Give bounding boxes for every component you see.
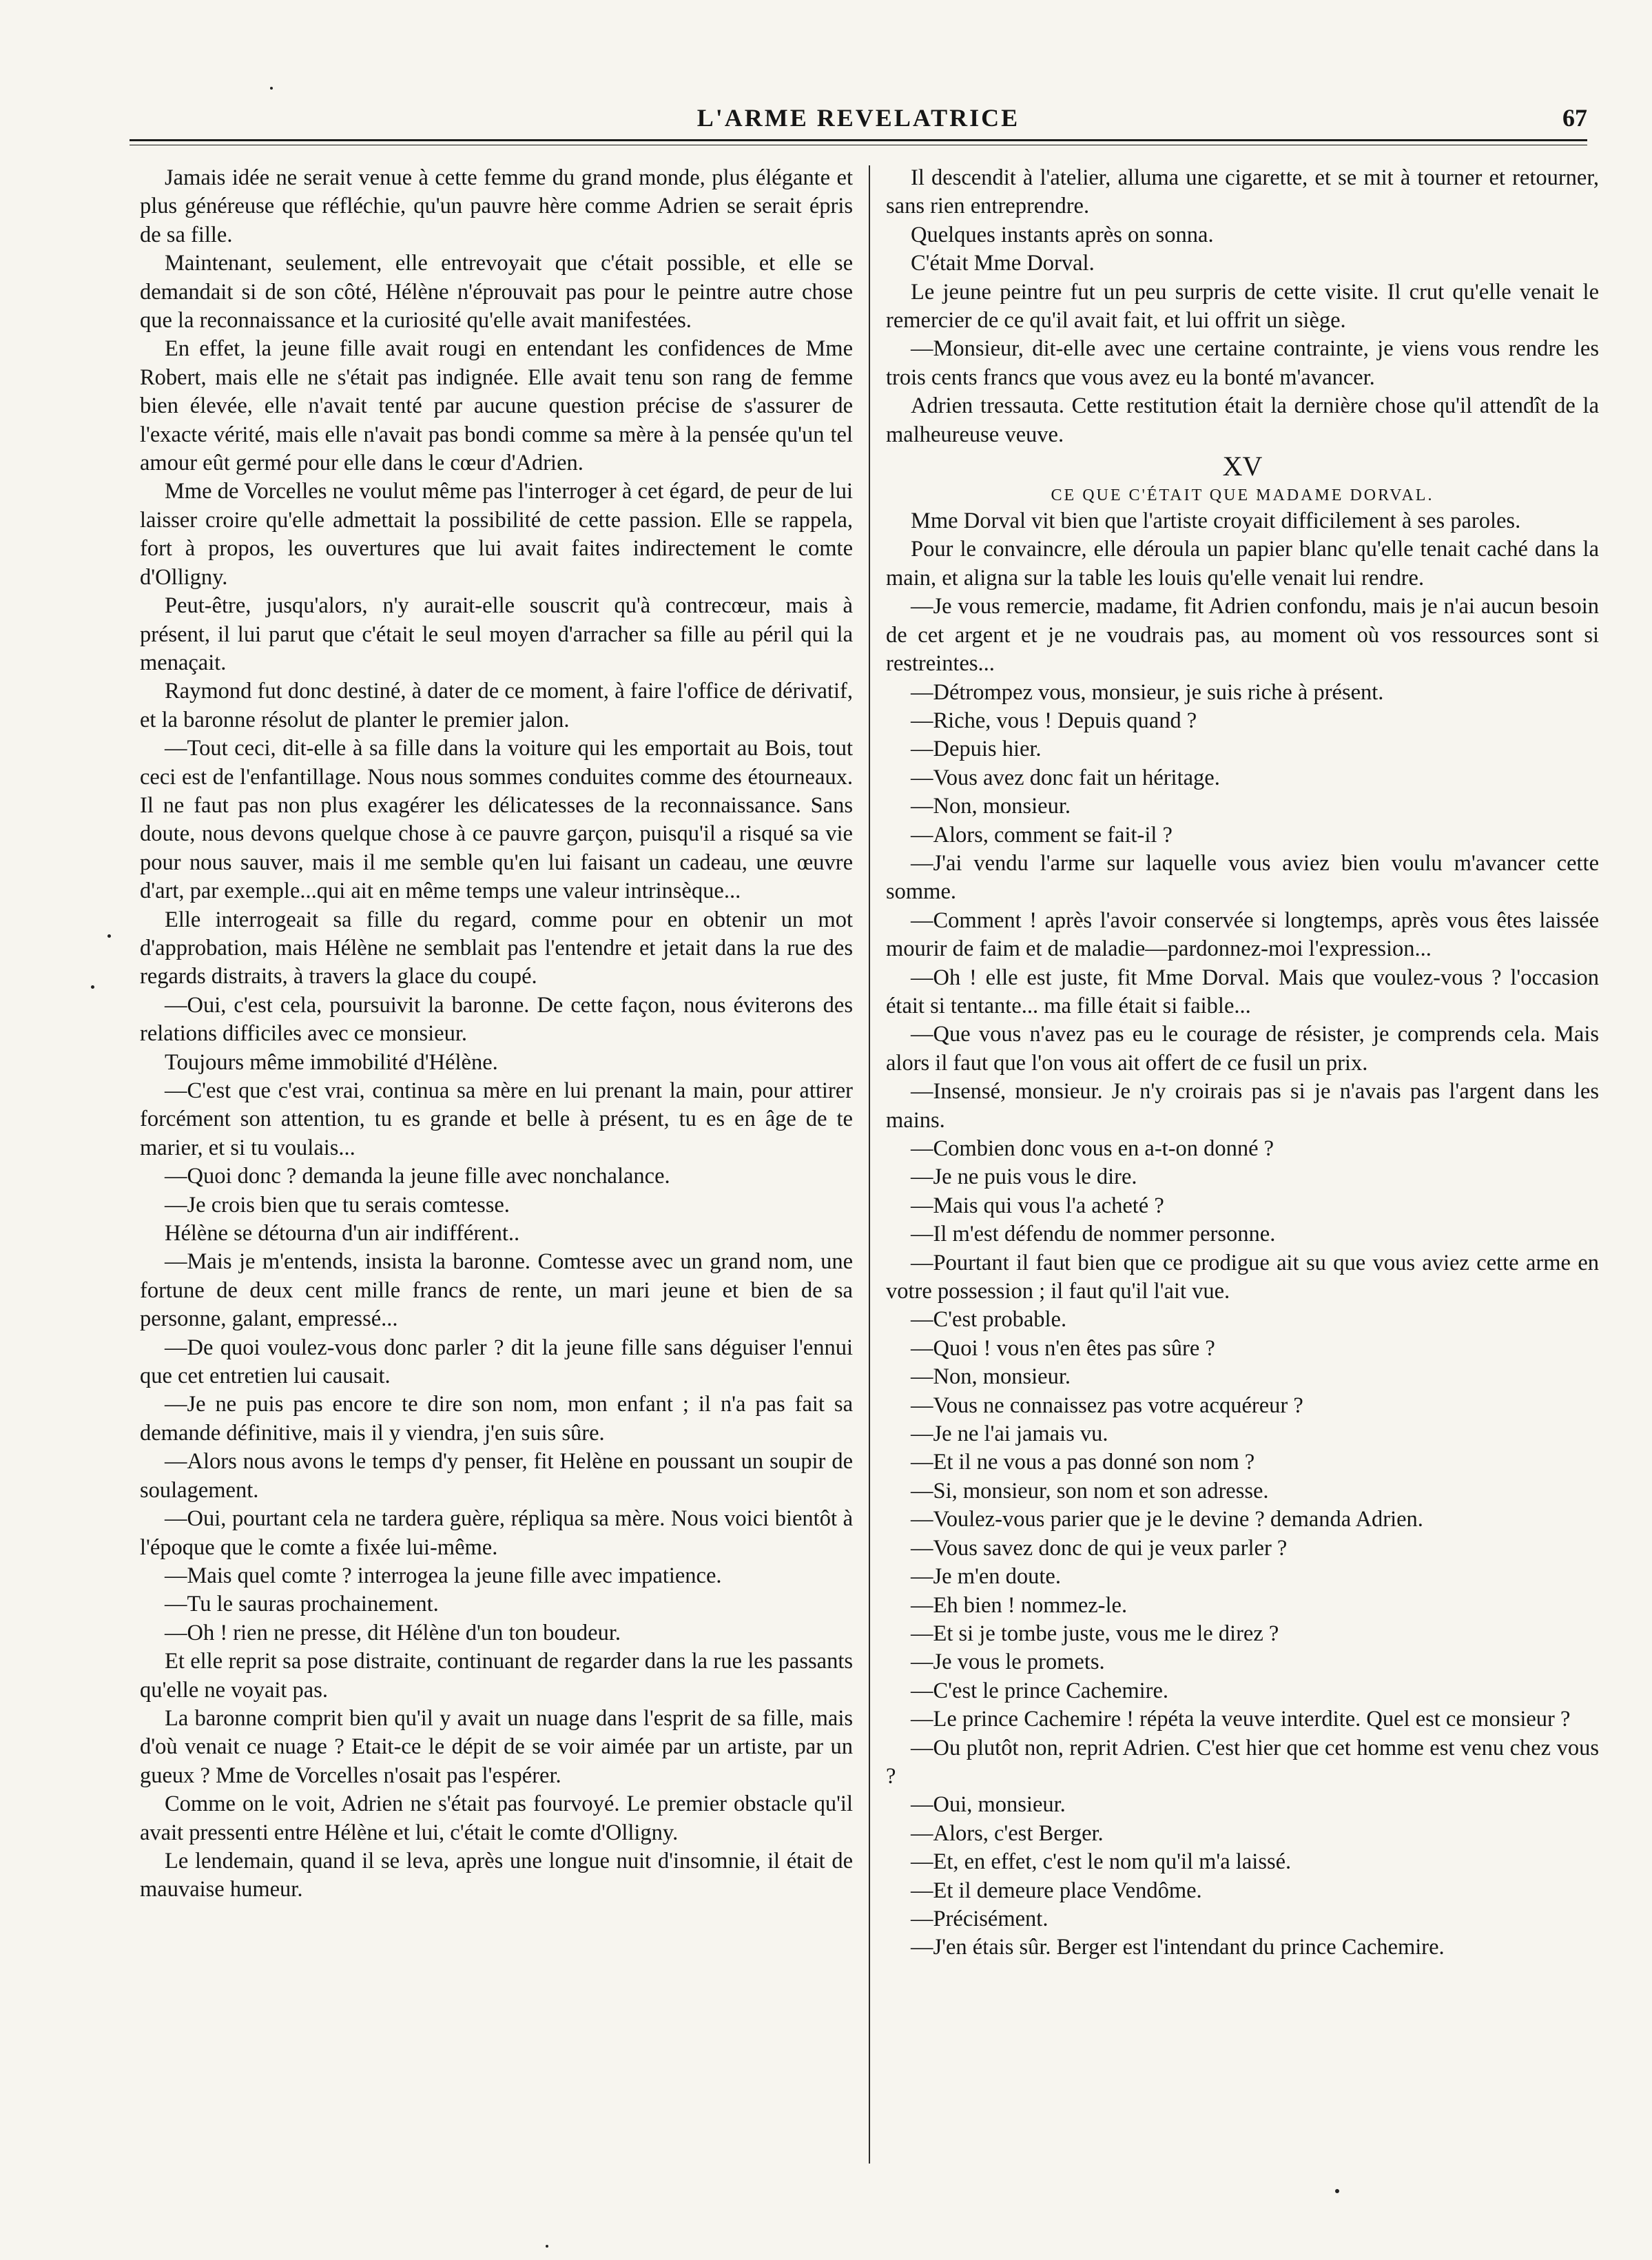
paragraph: —Oh ! rien ne presse, dit Hélène d'un ton boudeur.	[165, 1620, 621, 1645]
column-divider	[869, 165, 870, 2164]
right-column-lower	[886, 507, 1599, 1962]
paragraph: —Vous savez donc de qui je veux parler ?	[911, 1535, 1288, 1561]
paragraph: Le jeune peintre fut un peu surpris de cette visite. Il crut qu'elle venait le remercier de ce qu'il avait fait, et lui offrit un siège.	[886, 279, 1599, 333]
paragraph: —Que vous n'avez pas eu le courage de résister, je comprends cela. Mais alors il faut que l'on vous ait offert de ce fusil un prix.	[886, 1022, 1599, 1076]
paragraph: —Le prince Cachemire ! répéta la veuve interdite. Quel est ce monsieur ?	[911, 1707, 1571, 1732]
paragraph: C'était Mme Dorval.	[911, 251, 1095, 276]
paragraph: Peut-être, jusqu'alors, n'y aurait-elle souscrit qu'à contrecœur, mais à présent, il lui parut que c'était le seul moyen d'arracher sa fille au péril qui la menaçait.	[140, 593, 853, 675]
ink-speck	[270, 87, 273, 90]
paragraph: —Mais je m'entends, insista la baronne. Comtesse avec un grand nom, une fortune de deux cent mille francs de rente, un mari jeune et bien de sa personne, galant, empressé...	[140, 1249, 853, 1332]
paragraph: —Tout ceci, dit-elle à sa fille dans la voiture qui les emportait au Bois, tout ceci est de l'enfantillage. Nous nous sommes conduites comme des étourneaux. Il ne faut pas non plus exagérer les délicatesses de la reconnaissance. Sans doute, nous devons quelque chose à ce pauvre garçon, puisqu'il a risqué sa vie pour nous sauver, mais il me semble qu'en lui faisant un cadeau, une œuvre d'art, par exemple...qui ait en même temps une valeur intrinsèque...	[140, 736, 853, 904]
paragraph: Comme on le voit, Adrien ne s'était pas fourvoyé. Le premier obstacle qu'il avait pressenti entre Hélène et lui, c'était le comte d'Olligny.	[140, 1791, 853, 1845]
page-header	[130, 103, 1587, 142]
paragraph: —Alors, c'est Berger.	[911, 1820, 1104, 1846]
paragraph: —Insensé, monsieur. Je n'y croirais pas si je n'avais pas l'argent dans les mains.	[886, 1079, 1599, 1133]
ink-speck	[107, 934, 111, 938]
paragraph: —Et il demeure place Vendôme.	[911, 1878, 1202, 1903]
paragraph: —J'en étais sûr. Berger est l'intendant du prince Cachemire.	[911, 1935, 1445, 1960]
paragraph: —Depuis hier.	[911, 737, 1042, 762]
paragraph: —C'est probable.	[911, 1307, 1067, 1333]
paragraph: Elle interrogeait sa fille du regard, comme pour en obtenir un mot d'approbation, mais Hélène ne semblait pas l'entendre et jetait dans la rue des regards distraits, à travers la glace du coupé.	[140, 907, 853, 989]
paragraph: —Je m'en doute.	[911, 1564, 1061, 1590]
paragraph: —Ou plutôt non, reprit Adrien. C'est hier que cet homme est venu chez vous ?	[886, 1735, 1599, 1789]
paragraph: —Et si je tombe juste, vous me le direz ?	[911, 1621, 1279, 1646]
paragraph: —Et il ne vous a pas donné son nom ?	[911, 1450, 1255, 1475]
paragraph: —C'est que c'est vrai, continua sa mère en lui prenant la main, pour attirer forcément son attention, tu es grande et belle à présent, tu es en âge de te marier, et si tu voulais...	[140, 1078, 853, 1160]
paragraph: —Je crois bien que tu serais comtesse.	[165, 1192, 510, 1218]
paragraph: —Voulez-vous parier que je le devine ? demanda Adrien.	[911, 1507, 1423, 1532]
paragraph: —Je vous le promets.	[911, 1650, 1105, 1675]
paragraph: Il descendit à l'atelier, alluma une cigarette, et se mit à tourner et retourner, sans rien entreprendre.	[886, 165, 1599, 219]
paragraph: —De quoi voulez-vous donc parler ? dit la jeune fille sans déguiser l'ennui que cet entretien lui causait.	[140, 1335, 853, 1389]
paragraph: —Alors, comment se fait-il ?	[911, 822, 1173, 847]
paragraph: —Oui, c'est cela, poursuivit la baronne. De cette façon, nous éviterons des relations difficiles avec ce monsieur.	[140, 992, 853, 1047]
paragraph: —Quoi ! vous n'en êtes pas sûre ?	[911, 1335, 1215, 1361]
paragraph: Mme de Vorcelles ne voulut même pas l'interroger à cet égard, de peur de lui laisser croire qu'elle admettait la possibilité de cette passion. Elle se rappela, fort à propos, les ouvertures que lui avait faites indirectement le comte d'Olligny.	[140, 479, 853, 590]
paragraph: —Il m'est défendu de nommer personne.	[911, 1222, 1276, 1247]
page-number: 67	[1562, 104, 1587, 132]
paragraph: —Vous ne connaissez pas votre acquéreur ?	[911, 1393, 1303, 1418]
paragraph: Jamais idée ne serait venue à cette femme du grand monde, plus élégante et plus généreuse que réfléchie, qu'un pauvre hère comme Adrien se serait épris de sa fille.	[140, 165, 853, 247]
paragraph: —Tu le sauras prochainement.	[165, 1592, 439, 1617]
paragraph: Pour le convaincre, elle déroula un papier blanc qu'elle tenait caché dans la main, et aligna sur la table les louis qu'elle venait lui rendre.	[886, 537, 1599, 590]
paragraph: —Mais qui vous l'a acheté ?	[911, 1193, 1164, 1218]
paragraph: Quelques instants après on sonna.	[911, 222, 1214, 247]
paragraph: —Je ne l'ai jamais vu.	[911, 1421, 1108, 1447]
chapter-number: XV	[1222, 451, 1263, 482]
paragraph: —Je vous remercie, madame, fit Adrien confondu, mais je n'ai aucun besoin de cet argent et je ne voudrais pas, au moment où vos ressources sont si restreintes...	[886, 594, 1599, 677]
paragraph: —Oh ! elle est juste, fit Mme Dorval. Mais que voulez-vous ? l'occasion était si tentante... ma fille était si faible...	[886, 965, 1599, 1018]
header-rule-thick	[130, 139, 1587, 141]
right-column	[886, 164, 1599, 1962]
paragraph: —Riche, vous ! Depuis quand ?	[911, 708, 1197, 733]
paragraph: —Non, monsieur.	[911, 794, 1071, 819]
paragraph: —Oui, pourtant cela ne tardera guère, répliqua sa mère. Nous voici bientôt à l'époque que le comte a fixée lui-même.	[140, 1506, 853, 1560]
chapter-title: CE QUE C'ÉTAIT QUE MADAME DORVAL.	[1051, 486, 1434, 505]
paragraph: —Combien donc vous en a-t-on donné ?	[911, 1136, 1274, 1161]
paragraph: —Oui, monsieur.	[911, 1792, 1066, 1818]
ink-speck	[546, 2245, 548, 2248]
paragraph: Le lendemain, quand il se leva, après une longue nuit d'insomnie, il était de mauvaise humeur.	[140, 1848, 853, 1902]
paragraph: —Si, monsieur, son nom et son adresse.	[911, 1478, 1269, 1503]
paragraph: —Mais quel comte ? interrogea la jeune fille avec impatience.	[165, 1563, 722, 1588]
right-column-upper	[886, 164, 1599, 449]
paragraph: —Non, monsieur.	[911, 1364, 1071, 1390]
paragraph: Maintenant, seulement, elle entrevoyait que c'était possible, et elle se demandait si de son côté, Hélène n'éprouvait pas pour le peintre autre chose que la reconnaissance et la curiosité qu'elle avait manifestées.	[140, 251, 853, 333]
paragraph: —Eh bien ! nommez-le.	[911, 1592, 1128, 1618]
ink-speck	[1335, 2189, 1339, 2193]
paragraph: —Vous avez donc fait un héritage.	[911, 765, 1220, 790]
paragraph: —Comment ! après l'avoir conservée si longtemps, après vous êtes laissée mourir de faim et de maladie—pardonnez-moi l'expression...	[886, 907, 1599, 962]
paragraph: La baronne comprit bien qu'il y avait un nuage dans l'esprit de sa fille, mais d'où venait ce nuage ? Etait-ce le dépit de se voir aimée par un artiste, par un gueux ? Mme de Vorcelles n'osait pas l'espérer.	[140, 1705, 853, 1788]
paragraph: —C'est le prince Cachemire.	[911, 1678, 1169, 1703]
ink-speck	[91, 985, 94, 989]
paragraph: Toujours même immobilité d'Hélène.	[165, 1049, 498, 1075]
paragraph: —Et, en effet, c'est le nom qu'il m'a laissé.	[911, 1849, 1292, 1875]
paragraph: —J'ai vendu l'arme sur laquelle vous aviez bien voulu m'avancer cette somme.	[886, 850, 1599, 905]
paragraph: En effet, la jeune fille avait rougi en entendant les confidences de Mme Robert, mais elle ne s'était pas indignée. Elle avait tenu son rang de femme bien élevée, elle n'avait tenté par aucune question précise de s'assurer de l'exacte vérité, mais elle n'avait pas bondi comme sa mère à la pensée qu'un tel amour eût germé pour elle dans le cœur d'Adrien.	[140, 336, 853, 476]
paragraph: Hélène se détourna d'un air indifférent..	[165, 1221, 520, 1246]
paragraph: —Alors nous avons le temps d'y penser, fit Helène en poussant un soupir de soulagement.	[140, 1449, 853, 1503]
running-title: L'ARME REVELATRICE	[696, 104, 1020, 132]
paragraph: Et elle reprit sa pose distraite, continuant de regarder dans la rue les passants qu'elle ne voyait pas.	[140, 1649, 853, 1703]
paragraph: —Détrompez vous, monsieur, je suis riche à présent.	[911, 679, 1384, 705]
paragraph: —Quoi donc ? demanda la jeune fille avec nonchalance.	[165, 1164, 670, 1189]
paragraph: —Je ne puis vous le dire.	[911, 1164, 1137, 1190]
paragraph: Mme Dorval vit bien que l'artiste croyait difficilement à ses paroles.	[911, 508, 1521, 534]
paragraph: Adrien tressauta. Cette restitution était la dernière chose qu'il attendît de la malheureuse veuve.	[886, 393, 1599, 447]
left-column	[140, 164, 853, 1904]
paragraph: —Monsieur, dit-elle avec une certaine contrainte, je viens vous rendre les trois cents francs que vous avez eu la bonté m'avancer.	[886, 336, 1599, 390]
paragraph: —Précisément.	[911, 1906, 1049, 1931]
paragraph: —Pourtant il faut bien que ce prodigue ait su que vous aviez cette arme en votre possession ; il faut qu'il l'ait vue.	[886, 1250, 1599, 1304]
paragraph: Raymond fut donc destiné, à dater de ce moment, à faire l'office de dérivatif, et la baronne résolut de planter le premier jalon.	[140, 679, 853, 732]
paragraph: —Je ne puis pas encore te dire son nom, mon enfant ; il n'a pas fait sa demande définitive, mais il y viendra, j'en suis sûre.	[140, 1392, 853, 1446]
